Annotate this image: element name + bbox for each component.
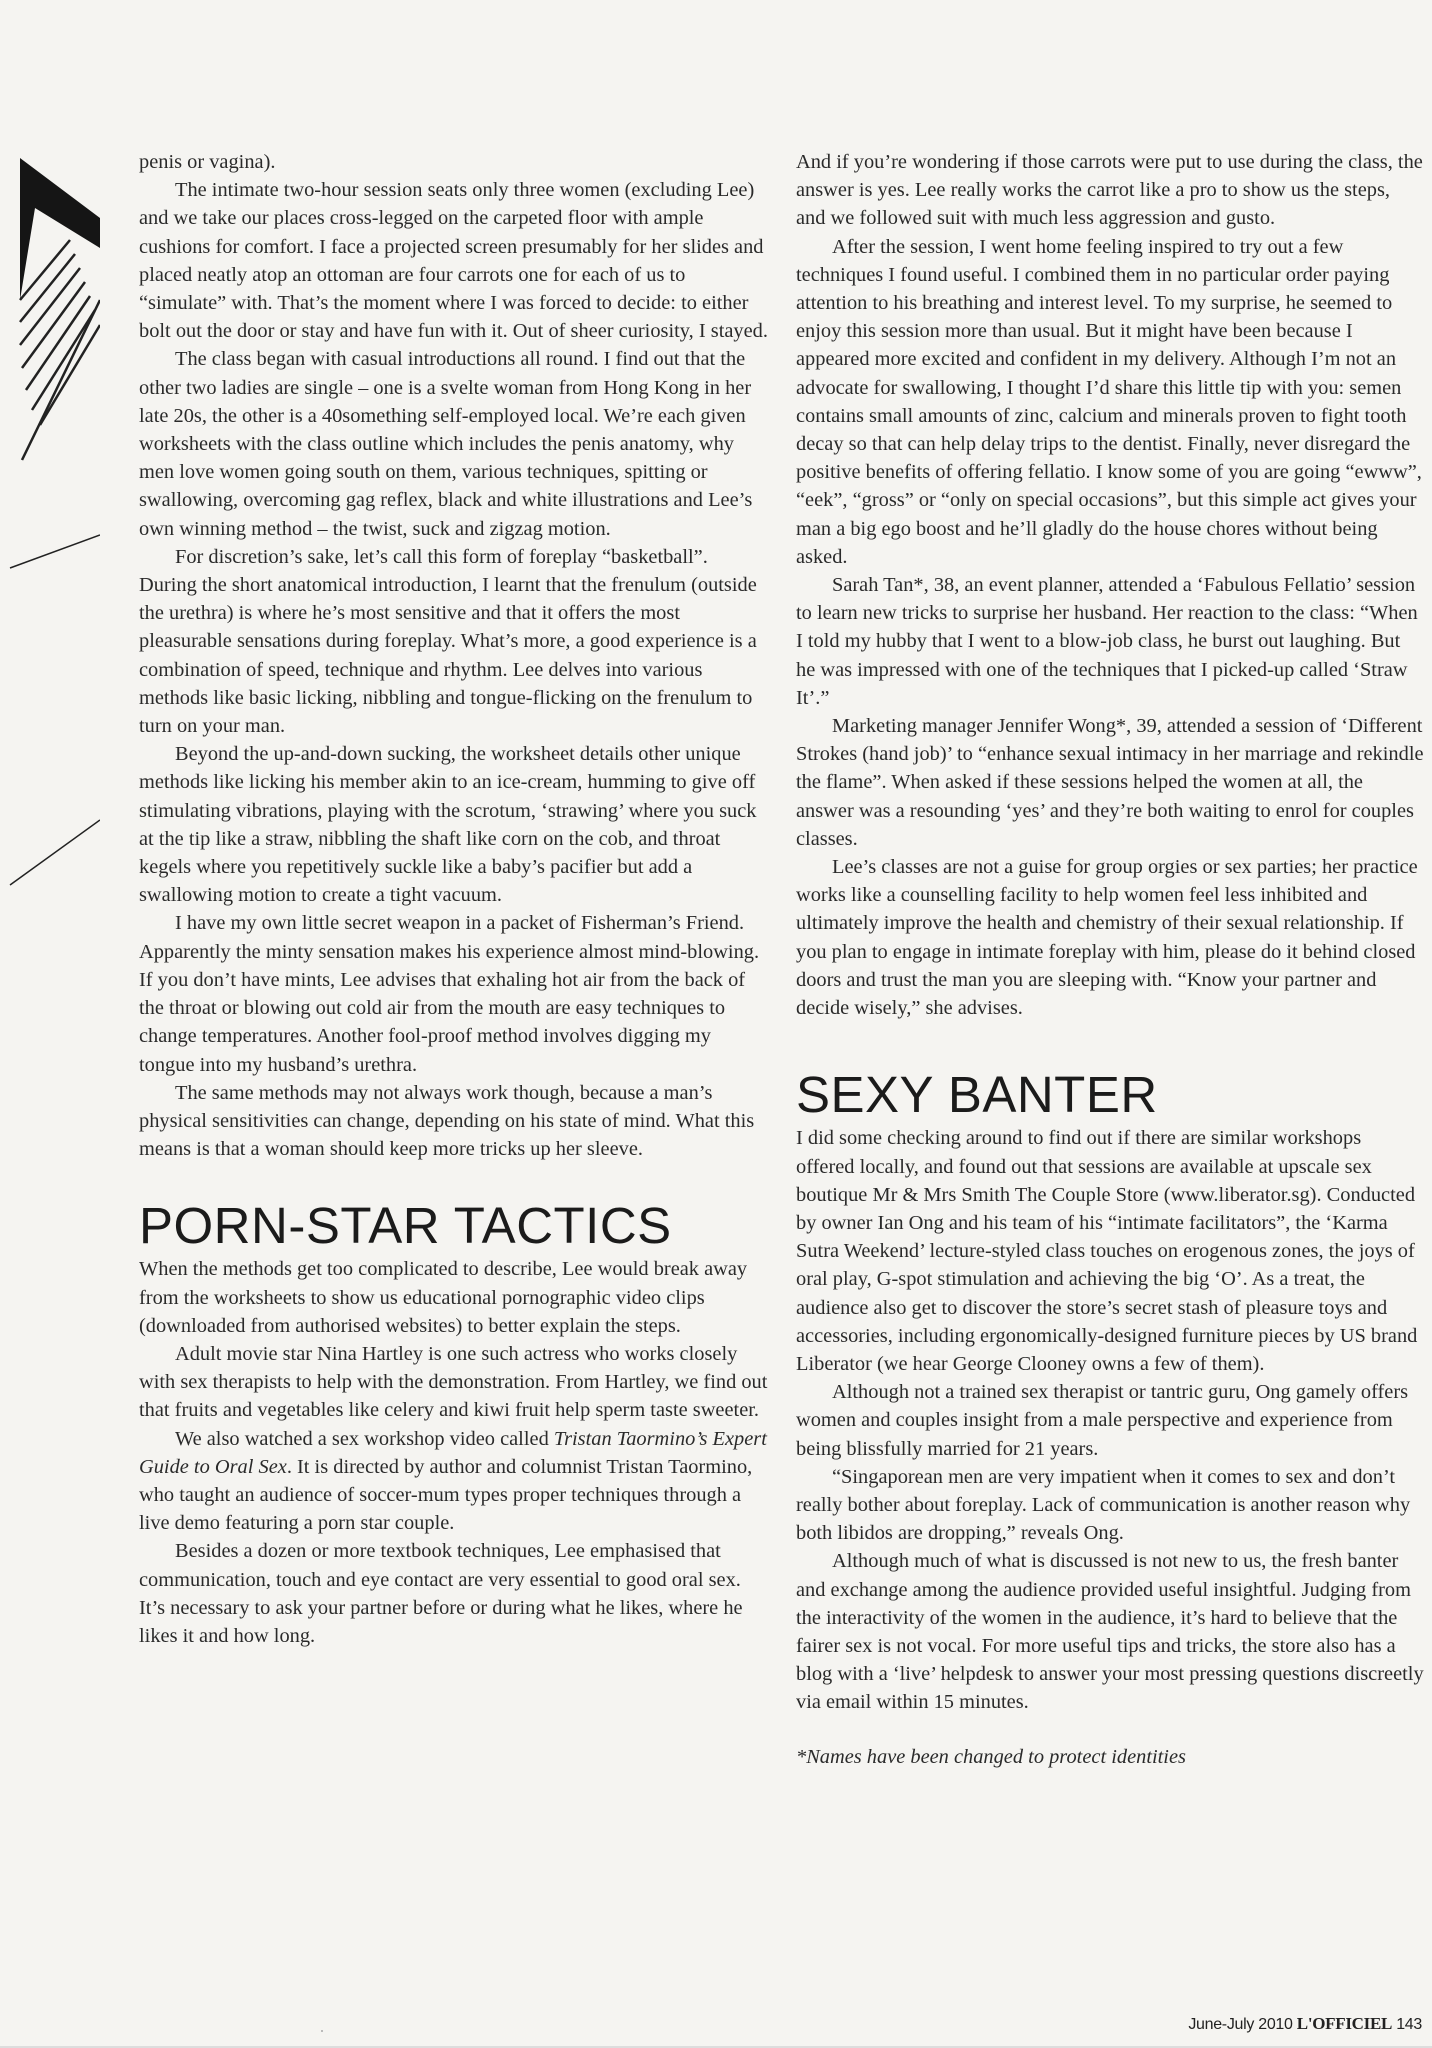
body-paragraph: Marketing manager Jennifer Wong*, 39, attended a session of ‘Different Strokes (hand job)’ to “enhance sexual intimacy in her marriage and rekindle the flame”. When asked if these sessions helped the women at all, the answer was a resounding ‘yes’ and they’re both waiting to enrol for couples classes.	[796, 715, 1424, 850]
print-dot	[321, 2030, 323, 2032]
body-paragraph: I did some checking around to find out if there are similar workshops offered locally, and found out that sessions are available at upscale sex boutique Mr & Mrs Smith The Couple Store (www.liberator.sg). Conducted by owner Ian Ong and his team of his “intimate facilitators”, the ‘Karma Sutra Weekend’ lecture-styled class touches on erogenous zones, the joys of oral play, G-spot stimulation and achieving the big ‘O’. As a treat, the audience also get to discover the store’s secret stash of pleasure toys and accessories, including ergonomically-designed furniture pieces by US brand Liberator (we hear George Clooney owns a few of them).	[796, 1127, 1418, 1375]
left-column	[139, 148, 769, 1650]
body-paragraph: “Singaporean men are very impatient when it comes to sex and don’t really bother about foreplay. Lack of communication is another reason why both libidos are dropping,” reveals Ong.	[796, 1465, 1411, 1545]
footnote: *Names have been changed to protect identities	[796, 1745, 1186, 1768]
video-text-before: We also watched a sex workshop video called	[175, 1427, 554, 1450]
body-paragraph: When the methods get too complicated to describe, Lee would break away from the worksheets to show us educational pornographic video clips (downloaded from authorised websites) to better explain the steps.	[139, 1258, 748, 1337]
section-heading: SEXY BANTER	[796, 1066, 1158, 1124]
body-paragraph	[139, 1425, 769, 1538]
body-paragraph: The intimate two-hour session seats only three women (excluding Lee) and we take our places cross-legged on the carpeted floor with ample cushions for comfort. I face a projected screen presumably for her slides and placed neatly atop an ottoman are four carrots one for each of us to “simulate” with. That’s the moment where I was forced to decide: to either bolt out the door or stay and have fun with it. Out of sheer curiosity, I stayed.	[139, 179, 768, 343]
body-paragraph: Adult movie star Nina Hartley is one such actress who works closely with sex therapists to help with the demonstration. From Hartley, we find out that fruits and vegetables like celery and kiwi fruit help sperm taste sweeter.	[139, 1342, 768, 1422]
page-number: 143	[1396, 2016, 1422, 2033]
right-column	[796, 148, 1424, 1771]
video-title: Tristan Taormino’s Expert Guide to Oral Sex	[139, 1427, 767, 1478]
issue-date: June-July 2010	[1188, 2016, 1293, 2033]
body-paragraph: Lee’s classes are not a guise for group orgies or sex parties; her practice works like a counselling facility to help women feel less inhibited and ultimately improve the health and chemistry of their sexual relationship. If you plan to engage in intimate foreplay with him, please do it behind closed doors and trust the man you are sleeping with. “Know your partner and decide wisely,” she advises.	[796, 856, 1418, 1020]
body-paragraph: Although not a trained sex therapist or tantric guru, Ong gamely offers women and couples insight from a male perspective and experience from being blissfully married for 21 years.	[796, 1381, 1409, 1460]
body-paragraph: The same methods may not always work though, because a man’s physical sensitivities can change, depending on his state of mind. What this means is that a woman should keep more tricks up her sleeve.	[139, 1081, 755, 1161]
section-heading: PORN-STAR TACTICS	[139, 1197, 672, 1255]
video-text-after: . It is directed by author and columnist Tristan Taormino, who taught an audience of soccer-mum types proper techniques through a live demo featuring a porn star couple.	[139, 1455, 753, 1535]
page-edge-illustration	[0, 0, 100, 900]
body-paragraph: After the session, I went home feeling inspired to try out a few techniques I found useful. I combined them in no particular order paying attention to his breathing and interest level. To my surprise, he seemed to enjoy this session more than usual. But it might have been because I appeared more excited and confident in my delivery. Although I’m not an advocate for swallowing, I thought I’d share this little tip with you: semen contains small amounts of zinc, calcium and minerals proven to fight tooth decay so that can help delay trips to the dentist. Finally, never disregard the positive benefits of offering fellatio. I know some of you are going “ewww”, “eek”, “gross” or “only on special occasions”, but this simple act gives your man a big ego boost and he’ll gladly do the house chores without being asked.	[796, 235, 1422, 568]
body-paragraph: And if you’re wondering if those carrots were put to use during the class, the answer is yes. Lee really works the carrot like a pro to show us the steps, and we followed suit with much less aggression and gusto.	[796, 151, 1423, 230]
magazine-name: L'OFFICIEL	[1296, 2014, 1393, 2033]
body-paragraph: Sarah Tan*, 38, an event planner, attended a ‘Fabulous Fellatio’ session to learn new tricks to surprise her husband. Her reaction to the class: “When I told my hubby that I went to a blow-job class, he burst out laughing. But he was impressed with one of the techniques that I picked-up called ‘Straw It’.”	[796, 574, 1418, 709]
body-paragraph: For discretion’s sake, let’s call this form of foreplay “basketball”. During the short anatomical introduction, I learnt that the frenulum (outside the urethra) is where he’s most sensitive and that it offers the most pleasurable sensations during foreplay. What’s more, a good experience is a combination of speed, technique and rhythm. Lee delves into various methods like basic licking, nibbling and tongue-flicking on the frenulum to turn on your man.	[139, 545, 757, 738]
body-paragraph: The class began with casual introductions all round. I find out that the other two ladies are single – one is a svelte woman from Hong Kong in her late 20s, the other is a 40something self-employed local. We’re each given worksheets with the class outline which includes the penis anatomy, why men love women going south on them, various techniques, spitting or swallowing, overcoming gag reflex, black and white illustrations and Lee’s own winning method – the twist, suck and zigzag motion.	[139, 348, 753, 540]
body-paragraph: Although much of what is discussed is not new to us, the fresh banter and exchange among the audience provided useful insightful. Judging from the interactivity of the women in the audience, it’s hard to believe that the fairer sex is not vocal. For more useful tips and tricks, the store also has a blog with a ‘live’ helpdesk to answer your most pressing questions discreetly via email within 15 minutes.	[796, 1550, 1424, 1714]
body-paragraph: penis or vagina).	[139, 151, 276, 173]
body-paragraph: I have my own little secret weapon in a packet of Fisherman’s Friend. Apparently the minty sensation makes his experience almost mind-blowing. If you don’t have mints, Lee advises that exhaling hot air from the back of the throat or blowing out cold air from the mouth are easy techniques to change temperatures. Another fool-proof method involves digging my tongue into my husband’s urethra.	[139, 912, 760, 1076]
page-footer	[1188, 2014, 1422, 2034]
body-paragraph: Besides a dozen or more textbook techniques, Lee emphasised that communication, touch and eye contact are very essential to good oral sex. It’s necessary to ask your partner before or during what he likes, where he likes it and how long.	[139, 1540, 743, 1647]
body-paragraph: Beyond the up-and-down sucking, the worksheet details other unique methods like licking his member akin to an ice-cream, humming to give off stimulating vibrations, playing with the scrotum, ‘strawing’ where you suck at the tip like a straw, nibbling the shaft like corn on the cob, and throat kegels where you repetitively suckle like a baby’s pacifier but add a swallowing motion to create a tight vacuum.	[139, 743, 757, 907]
